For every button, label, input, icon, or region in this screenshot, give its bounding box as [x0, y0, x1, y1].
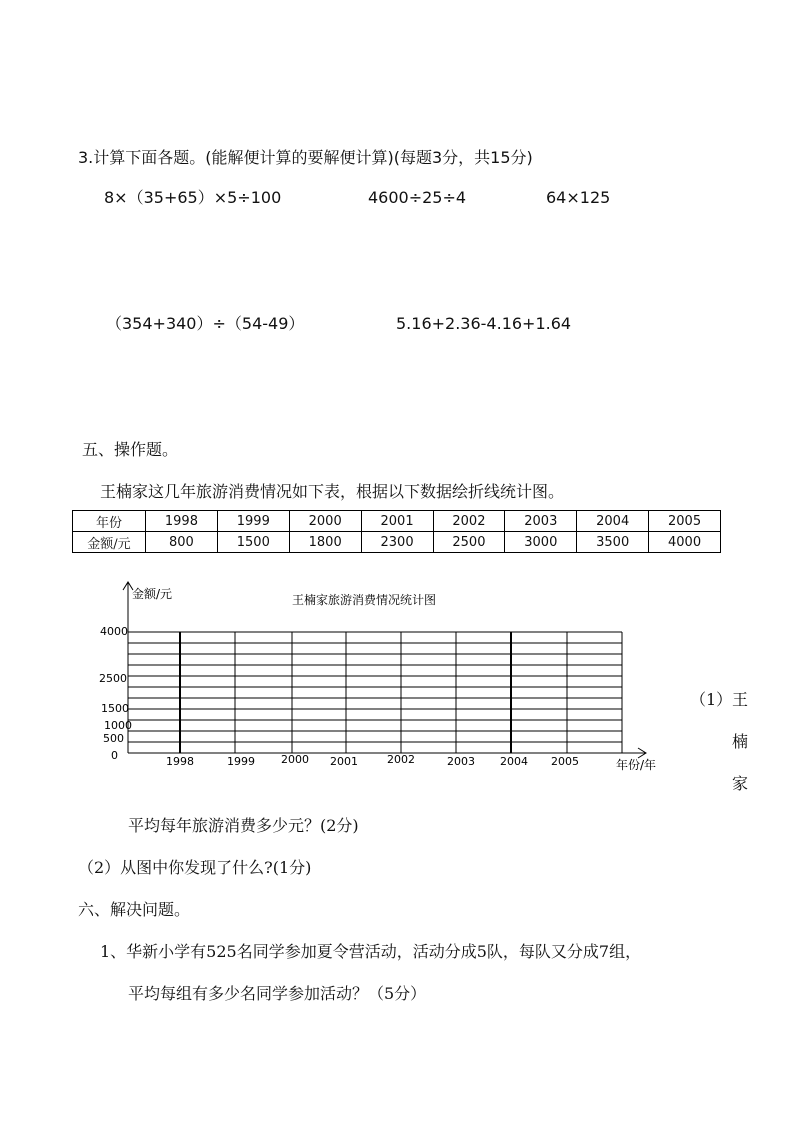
x-tick-label: 2001: [330, 755, 358, 768]
table-cell: 3500: [577, 532, 649, 553]
chart-axes: [123, 582, 646, 758]
chart-title: 王楠家旅游消费情况统计图: [292, 593, 437, 607]
q3-title: 3.计算下面各题。(能解便计算的要解便计算)(每题3分，共15分): [78, 148, 533, 167]
section6-heading: 六、解决问题。: [78, 900, 191, 919]
y-axis-label: 金额/元: [132, 587, 173, 601]
chart-grid: [128, 632, 622, 753]
expr-2: 4600÷25÷4: [368, 188, 467, 207]
x-tick-labels: [166, 753, 579, 768]
expense-table: [72, 510, 721, 553]
problem-1-line-2: 平均每组有多少名同学参加活动？（5分）: [128, 984, 427, 1003]
q1-char-2: 楠: [732, 732, 749, 751]
table-cell: 2300: [361, 532, 433, 553]
table-row-amounts: [73, 532, 721, 553]
y-tick-label: 500: [103, 732, 124, 745]
expr-4: （354+340）÷（54-49）: [106, 314, 305, 333]
x-tick-label: 2005: [551, 755, 579, 768]
y-tick-label: 0: [111, 749, 118, 762]
x-axis-label: 年份/年: [616, 758, 657, 772]
table-cell: 1998: [146, 511, 218, 532]
problem-1-line-1: 1、华新小学有525名同学参加夏令营活动，活动分成5队，每队又分成7组，: [100, 942, 642, 961]
expr-5: 5.16+2.36-4.16+1.64: [396, 314, 572, 333]
x-tick-label: 1998: [166, 755, 194, 768]
table-cell: 2002: [433, 511, 505, 532]
q1-text: 平均每年旅游消费多少元？(2分): [128, 816, 359, 835]
y-tick-label: 1500: [101, 702, 129, 715]
row-header-year: 年份: [73, 511, 146, 532]
x-tick-label: 2000: [281, 753, 309, 766]
line-chart-grid: [90, 578, 700, 778]
table-cell: 2500: [433, 532, 505, 553]
table-cell: 1800: [289, 532, 361, 553]
table-cell: 2000: [289, 511, 361, 532]
table-cell: 800: [146, 532, 218, 553]
table-cell: 2004: [577, 511, 649, 532]
row-header-amount: 金额/元: [73, 532, 146, 553]
x-tick-label: 1999: [227, 755, 255, 768]
table-cell: 1500: [217, 532, 289, 553]
q1-char-3: 家: [732, 774, 749, 793]
table-row-years: [73, 511, 721, 532]
y-tick-label: 4000: [100, 625, 128, 638]
table-cell: 4000: [649, 532, 721, 553]
table-cell: 2003: [505, 511, 577, 532]
table-cell: 3000: [505, 532, 577, 553]
x-tick-label: 2003: [447, 755, 475, 768]
expr-1: 8×（35+65）×5÷100: [104, 188, 282, 207]
q2-text: （2）从图中你发现了什么?(1分): [78, 858, 312, 877]
q1-char-1: 王: [732, 690, 749, 709]
table-cell: 2005: [649, 511, 721, 532]
table-cell: 2001: [361, 511, 433, 532]
q1-label: （1）: [690, 690, 733, 709]
table-cell: 1999: [217, 511, 289, 532]
expr-3: 64×125: [546, 188, 611, 207]
y-tick-label: 2500: [99, 672, 127, 685]
x-tick-label: 2004: [500, 755, 528, 768]
y-tick-labels: [99, 625, 132, 762]
x-tick-label: 2002: [387, 753, 415, 766]
section5-heading: 五、操作题。: [82, 440, 179, 459]
y-tick-label: 1000: [104, 719, 132, 732]
section5-intro: 王楠家这几年旅游消费情况如下表，根据以下数据绘折线统计图。: [100, 482, 565, 501]
